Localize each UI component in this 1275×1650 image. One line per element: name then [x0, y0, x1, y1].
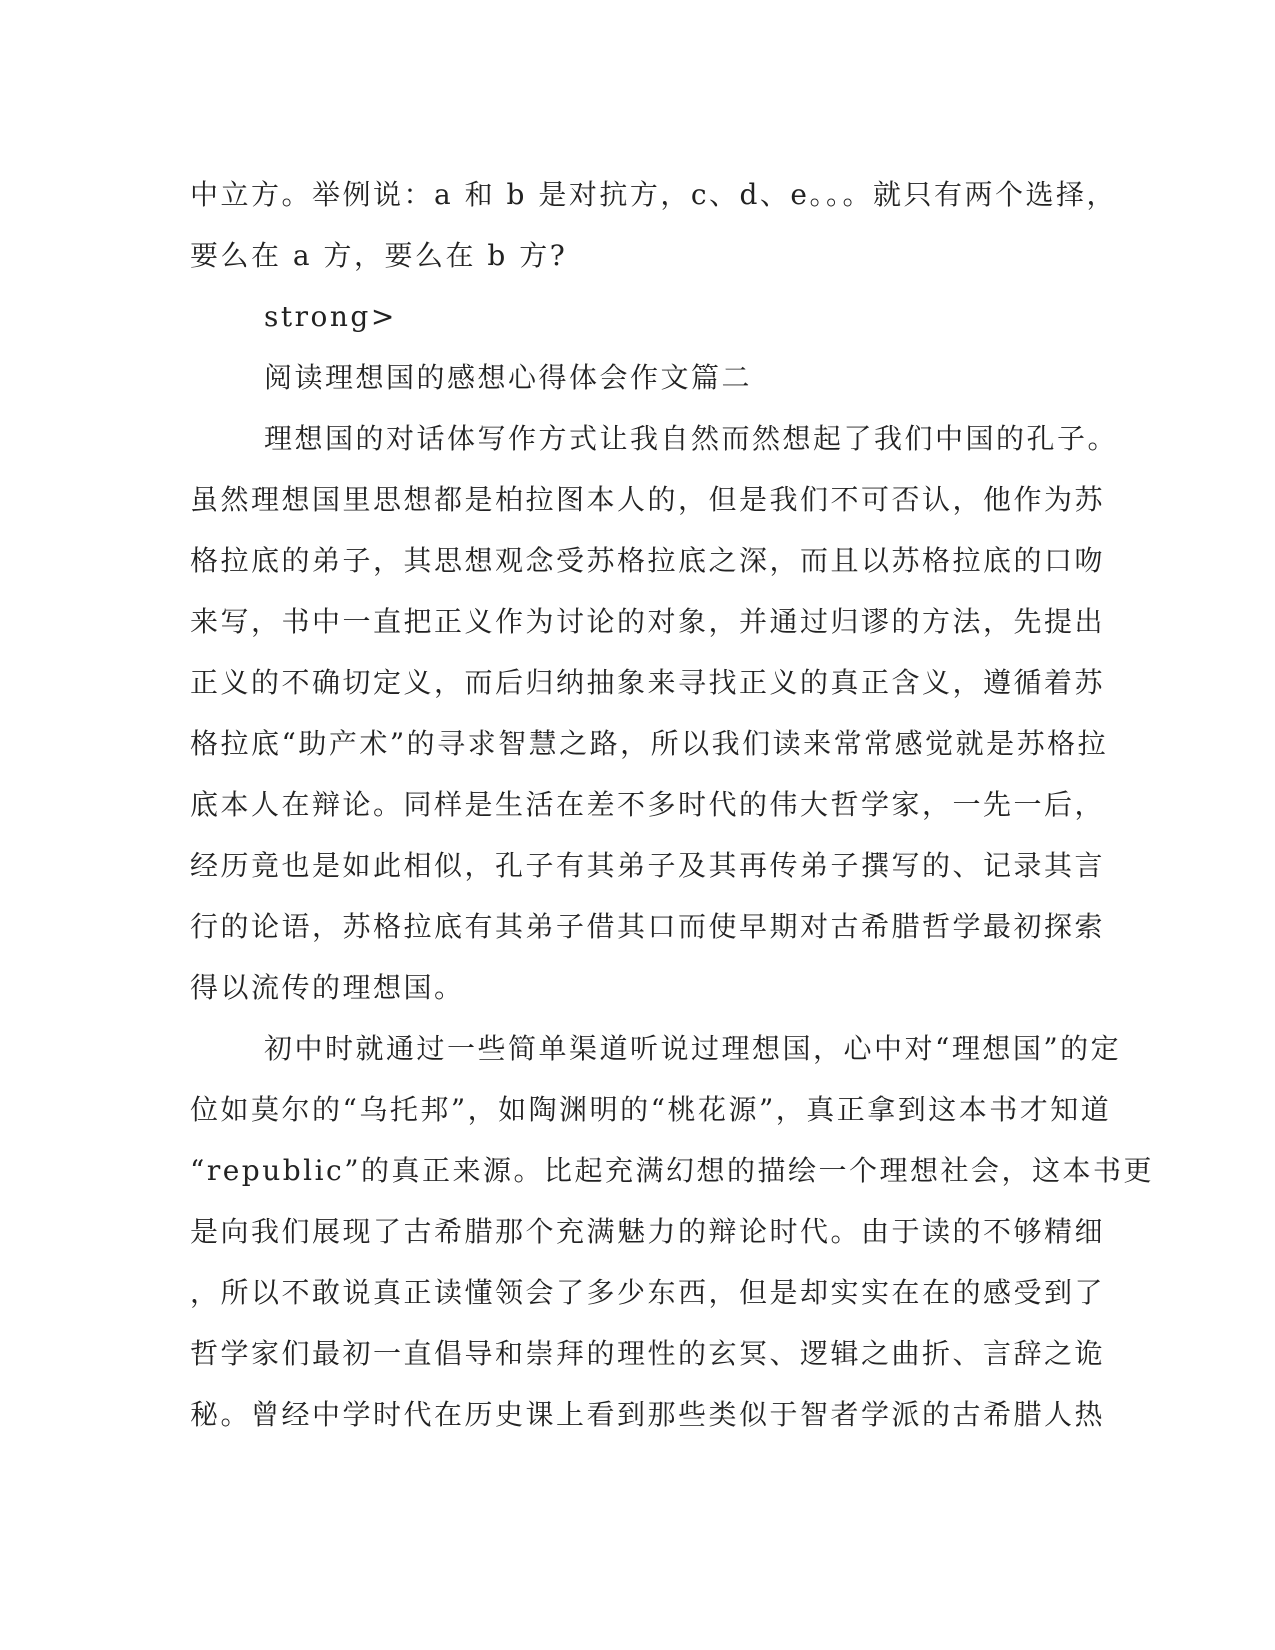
paragraph-line: 中立方。举例说：a 和 b 是对抗方，c、d、e。。。就只有两个选择，	[190, 178, 1117, 211]
paragraph-line: 经历竟也是如此相似，孔子有其弟子及其再传弟子撰写的、记录其言	[190, 849, 1106, 882]
paragraph-line: 格拉底的弟子，其思想观念受苏格拉底之深，而且以苏格拉底的口吻	[190, 544, 1106, 577]
stray-tag-text: strong>	[264, 300, 397, 333]
paragraph-line: 底本人在辩论。同样是生活在差不多时代的伟大哲学家，一先一后，	[190, 788, 1106, 821]
paragraph-line: 虽然理想国里思想都是柏拉图本人的，但是我们不可否认，他作为苏	[190, 483, 1106, 516]
paragraph-line: 初中时就通过一些简单渠道听说过理想国，心中对“理想国”的定	[264, 1032, 1122, 1065]
document-body	[190, 164, 1155, 1445]
paragraph-line: 正义的不确切定义，而后归纳抽象来寻找正义的真正含义，遵循着苏	[190, 666, 1106, 699]
paragraph-line: 哲学家们最初一直倡导和崇拜的理性的玄冥、逻辑之曲折、言辞之诡	[190, 1337, 1106, 1370]
paragraph-line: “republic”的真正来源。比起充满幻想的描绘一个理想社会，这本书更	[190, 1154, 1155, 1187]
paragraph-line: 位如莫尔的“乌托邦”，如陶渊明的“桃花源”，真正拿到这本书才知道	[190, 1093, 1112, 1126]
section-title: 阅读理想国的感想心得体会作文篇二	[264, 361, 753, 394]
paragraph-line: 秘。曾经中学时代在历史课上看到那些类似于智者学派的古希腊人热	[190, 1398, 1106, 1431]
paragraph-line: 要么在 a 方，要么在 b 方?	[190, 239, 568, 272]
paragraph-line: 格拉底“助产术”的寻求智慧之路，所以我们读来常常感觉就是苏格拉	[190, 727, 1109, 760]
paragraph-line: 理想国的对话体写作方式让我自然而然想起了我们中国的孔子。	[264, 422, 1119, 455]
paragraph-line: 得以流传的理想国。	[190, 971, 465, 1004]
paragraph-line: 来写，书中一直把正义作为讨论的对象，并通过归谬的方法，先提出	[190, 605, 1106, 638]
paragraph-line: ，所以不敢说真正读懂领会了多少东西，但是却实实在在的感受到了	[190, 1276, 1106, 1309]
paragraph-line: 行的论语，苏格拉底有其弟子借其口而使早期对古希腊哲学最初探索	[190, 910, 1106, 943]
paragraph-line: 是向我们展现了古希腊那个充满魅力的辩论时代。由于读的不够精细	[190, 1215, 1106, 1248]
